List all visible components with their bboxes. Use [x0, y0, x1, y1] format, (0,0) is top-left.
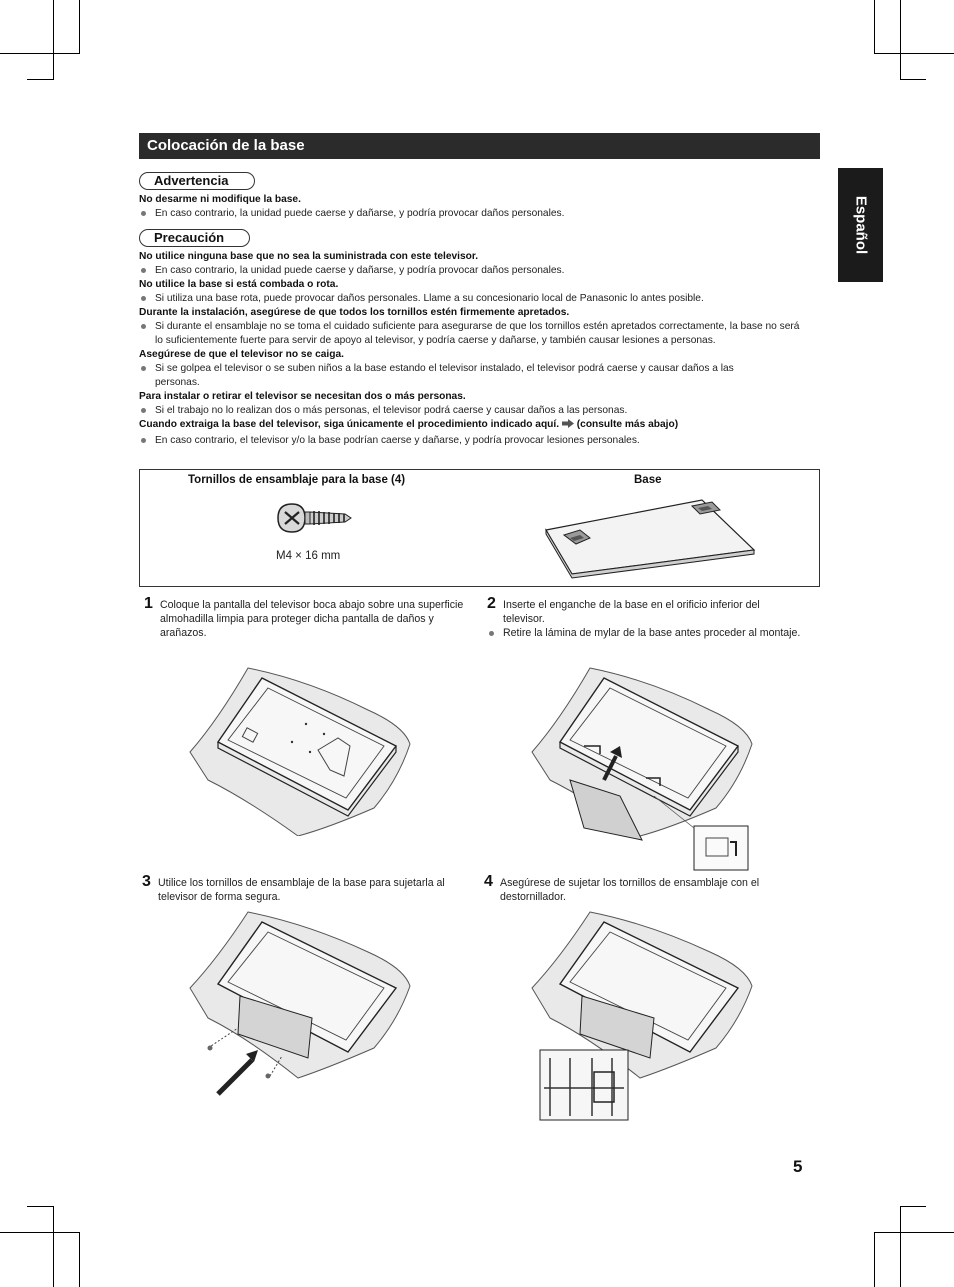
step-1-text: Coloque la pantalla del televisor boca abajo sobre una superficie almohadilla limpia para proteger dicha pantalla de daños y arañazos.	[160, 599, 464, 639]
base-label: Base	[634, 474, 662, 486]
page-number: 5	[793, 1157, 803, 1176]
caution-heading: Asegúrese de que el televisor no se caiga.	[139, 349, 344, 360]
caution-heading: Para instalar o retirar el televisor se necesitan dos o más personas.	[139, 391, 466, 402]
caution-heading: No utilice ninguna base que no sea la suministrada con este televisor.	[139, 251, 479, 262]
stand-base-icon	[542, 492, 762, 580]
caution-bullet: Si se golpea el televisor o se suben niños a la base estando el televisor instalado, el televisor podrá caerse y causar daños a las personas.	[139, 362, 819, 390]
screw-icon	[275, 500, 355, 540]
caution-heading-with-arrow	[139, 418, 819, 432]
language-tab-label: Español	[852, 195, 869, 255]
tv-back-tighten-illustration	[530, 908, 770, 1124]
parts-box	[139, 469, 820, 587]
step-1-number: 1	[144, 595, 153, 612]
step-2-number: 2	[487, 595, 496, 612]
precaucion-label: Precaución	[139, 229, 250, 247]
step-2-text	[503, 598, 803, 640]
precaucion-block	[139, 250, 819, 448]
warning-bullet: En caso contrario, la unidad puede caerse y dañarse, y podría provocar daños personales.	[139, 207, 819, 221]
advertencia-block	[139, 193, 819, 221]
step-3-number: 3	[142, 873, 151, 890]
caution-heading-text: Cuando extraiga la base del televisor, siga únicamente el procedimiento indicado aquí.	[139, 419, 560, 430]
caution-heading: No utilice la base si está combada o rota.	[139, 279, 339, 290]
step-3-text: Utilice los tornillos de ensamblaje de la base para sujetarla al televisor de forma segura.	[158, 877, 445, 903]
step-2-main: Inserte el enganche de la base en el orificio inferior del televisor.	[503, 599, 760, 625]
caution-bullet: Si el trabajo no lo realizan dos o más personas, el televisor podrá caerse y causar daños a las personas.	[139, 404, 819, 418]
caution-bullet: Si utiliza una base rota, puede provocar daños personales. Llame a su concesionario local de Panasonic lo antes posible.	[139, 292, 819, 306]
right-arrow-icon	[562, 419, 574, 428]
caution-heading-suffix: (consulte más abajo)	[576, 419, 679, 430]
step-2-bullet: Retire la lámina de mylar de la base antes proceder al montaje.	[487, 626, 803, 640]
tv-back-illustration	[188, 660, 414, 836]
tv-back-insert-illustration	[530, 660, 770, 875]
tv-back-screws-illustration	[188, 908, 414, 1098]
caution-bullet: En caso contrario, el televisor y/o la base podrían caerse y dañarse, y podría provocar lesiones personales.	[139, 434, 819, 448]
caution-heading: Durante la instalación, asegúrese de que todos los tornillos estén firmemente apretados.	[139, 307, 570, 318]
section-title: Colocación de la base	[139, 133, 820, 159]
step-4-text: Asegúrese de sujetar los tornillos de ensamblaje con el destornillador.	[500, 877, 760, 903]
language-tab	[838, 168, 883, 282]
advertencia-label: Advertencia	[139, 172, 255, 190]
warning-heading: No desarme ni modifique la base.	[139, 194, 301, 205]
step-4-number: 4	[484, 873, 493, 890]
caution-bullet: En caso contrario, la unidad puede caerse y dañarse, y podría provocar daños personales.	[139, 264, 819, 278]
screws-label: Tornillos de ensamblaje para la base (4)	[188, 474, 406, 486]
caution-bullet: Si durante el ensamblaje no se toma el cuidado suficiente para asegurarse de que los tornillos estén apretados correctamente, la base no será lo suficientemente fuerte para servir de apoyo al televisor, y podría caerse y dañarse, y también causar lesiones a personas.	[139, 320, 819, 348]
screws-size: M4 × 16 mm	[276, 550, 341, 562]
